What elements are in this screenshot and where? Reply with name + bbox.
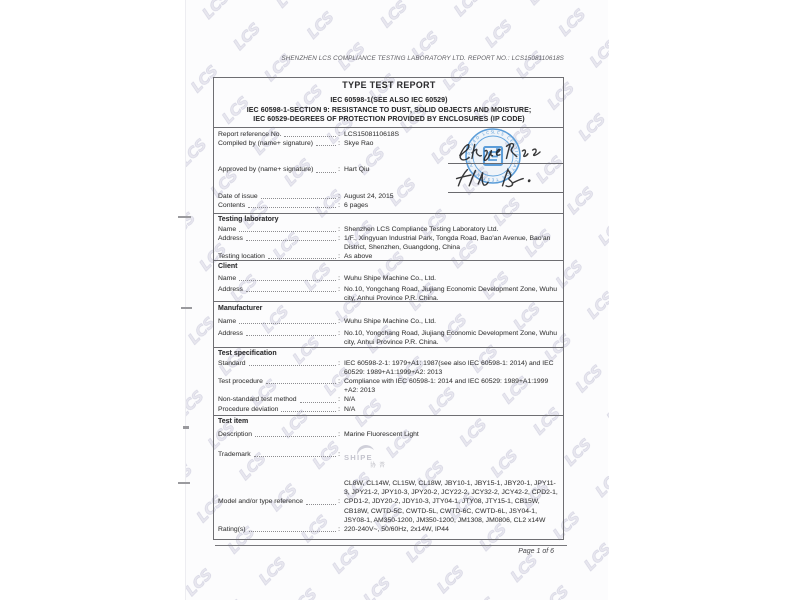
table-row: Standard : IEC 60598-2-1: 1979+A1: 1987(see also IEC 60598-1: 2014) and IEC 60529: 1989+A1:1999+A2: 2013 bbox=[218, 359, 560, 377]
table-row: Name : Wuhu Shipe Machine Co., Ltd. bbox=[218, 317, 560, 326]
testing-location: As above bbox=[344, 253, 373, 261]
test-item-section bbox=[214, 416, 563, 539]
table-row: Date of issue : August 24, 2015 bbox=[218, 192, 560, 201]
row-label: Trademark bbox=[218, 450, 251, 458]
standard-value: IEC 60598-2-1: 1979+A1: 1987(see also IEC 60598-1: 2014) and IEC 60529: 1989+A1:1999+A2: 2013 bbox=[344, 359, 554, 376]
row-label: Date of issue bbox=[218, 192, 258, 200]
compiled-by-name: Skye Rao bbox=[344, 140, 374, 148]
manufacturer-address: No.10, Yongchang Road, Jiujiang Economic Development Zone, Wuhu city, Anhui Province P.R. China. bbox=[344, 329, 557, 346]
report-reference-no: LCS1508110618S bbox=[344, 131, 400, 138]
test-specification-section bbox=[214, 348, 563, 416]
manufacturer-name: Wuhu Shipe Machine Co., Ltd. bbox=[344, 317, 437, 325]
lab-name: Shenzhen LCS Compliance Testing Laboratory Ltd. bbox=[344, 225, 499, 233]
section-header: Test specification bbox=[218, 350, 277, 357]
dot-leader bbox=[306, 504, 336, 505]
trademark-cjk-mark: 协普 bbox=[370, 462, 389, 469]
shipe-trademark-logo bbox=[344, 450, 404, 470]
scanned-document-page bbox=[185, 0, 608, 600]
procedure-deviation-value: N/A bbox=[344, 405, 356, 413]
non-standard-method-value: N/A bbox=[344, 396, 356, 404]
page-number: Page 1 of 6 bbox=[518, 548, 554, 555]
contents-pages: 6 pages bbox=[344, 201, 369, 209]
dot-leader bbox=[249, 365, 337, 366]
dot-leader bbox=[261, 198, 336, 199]
table-row: Procedure deviation : N/A bbox=[218, 405, 560, 414]
row-label: Approved by (name+ signature) bbox=[218, 166, 314, 174]
row-label: Compiled by (name+ signature) bbox=[218, 140, 314, 148]
row-label: Name bbox=[218, 225, 237, 233]
dot-leader bbox=[249, 531, 337, 532]
client-name: Wuhu Shipe Machine Co., Ltd. bbox=[344, 274, 437, 282]
row-label: Address bbox=[218, 234, 243, 242]
row-label: Name bbox=[218, 317, 237, 325]
row-label: Name bbox=[218, 274, 237, 282]
table-row: Rating(s) : 220-240V~, 50/60Hz, 2x14W, IP44 bbox=[218, 525, 560, 534]
dot-leader bbox=[316, 172, 336, 173]
dot-leader bbox=[281, 411, 336, 412]
lab-address: 1/F., Xingyuan Industrial Park, Tongda Road, Bao'an Avenue, Bao'an District, Shenzhen, Guangdong, China bbox=[344, 234, 551, 251]
section-header: Manufacturer bbox=[218, 305, 263, 312]
table-row: Name : Shenzhen LCS Compliance Testing Laboratory Ltd. bbox=[218, 225, 560, 234]
row-label: Address bbox=[218, 329, 243, 337]
approved-by-name: Hart Qiu bbox=[344, 166, 370, 174]
scan-artifact bbox=[183, 426, 189, 429]
row-label: Contents bbox=[218, 201, 246, 209]
compiled-signature bbox=[449, 137, 549, 165]
model-type-reference-value: CL8W, CL14W, CL15W, CL18W, JBY10-1, JBY15-1, JBY20-1, JPY11-3, JPY21-2, JPY10-3, JPY20-2, JCY22-2, JCY32-2, JCY42-2, CPD2-1, CPD1-2, JDY20-2, JDY10-3, JTY04-1, JTY08, JTY15-1, CB15W, CB18W, CWTD-5C, CWTD-5L, CWTD-6C, CWTD-6L, JSY04-1, JSY08-1, AM350-1200, JM350-1200, JM1308, JM0806, CL2 x14W bbox=[344, 479, 558, 524]
dot-leader bbox=[248, 207, 336, 208]
row-label: Model and/or type reference bbox=[218, 498, 304, 506]
table-row: Approved by (name+ signature) : Hart Qiu bbox=[218, 165, 560, 174]
section-header: Client bbox=[218, 263, 238, 270]
table-row: Testing location : As above bbox=[218, 252, 560, 261]
table-row: Address : No.10, Yongchang Road, Jiujiang Economic Development Zone, Wuhu city, Anhui Province P.R. China. bbox=[218, 285, 560, 302]
table-row: Report reference No. : LCS1508110618S bbox=[218, 130, 560, 139]
dot-leader bbox=[246, 335, 336, 336]
row-label: Rating(s) bbox=[218, 525, 246, 533]
scan-artifact bbox=[178, 216, 191, 218]
svg-text:LCS CERTIFICATION TESTING APPR: LCS CERTIFICATION TESTING APPROVED LCS bbox=[466, 129, 520, 183]
dot-leader bbox=[246, 291, 336, 292]
table-row: Address : 1/F., Xingyuan Industrial Park, Tongda Road, Bao'an Avenue, Bao'an District, Shenzhen, Guangdong, China bbox=[218, 234, 560, 252]
standard-line-2: IEC 60598-1-SECTION 9: RESISTANCE TO DUST, SOLID OBJECTS AND MOISTURE; bbox=[246, 106, 532, 114]
table-row: Contents : 6 pages bbox=[218, 201, 560, 210]
approved-signature bbox=[452, 166, 544, 193]
dot-leader bbox=[266, 383, 336, 384]
dot-leader bbox=[239, 280, 336, 281]
table-row: Compiled by (name+ signature) : Skye Rao bbox=[218, 139, 560, 148]
row-label: Testing location bbox=[218, 253, 265, 261]
dot-leader bbox=[284, 136, 336, 137]
dot-leader bbox=[246, 240, 336, 241]
client-section bbox=[214, 261, 563, 302]
table-row: Address : No.10, Yongchang Road, Jiujiang Economic Development Zone, Wuhu city, Anhui Province P.R. China. bbox=[218, 329, 560, 347]
trademark-value bbox=[344, 450, 560, 473]
dot-leader bbox=[316, 145, 336, 146]
title-block bbox=[214, 78, 563, 128]
report-title: TYPE TEST REPORT bbox=[342, 80, 436, 90]
manufacturer-section bbox=[214, 302, 563, 348]
dot-leader bbox=[239, 231, 336, 232]
description-value: Marine Fluorescent Light bbox=[344, 430, 419, 438]
scan-artifact bbox=[181, 307, 192, 309]
section-header: Test item bbox=[218, 418, 249, 425]
dot-leader bbox=[255, 436, 336, 437]
date-of-issue: August 24, 2015 bbox=[344, 192, 394, 200]
row-label: Standard bbox=[218, 359, 246, 367]
table-row: Test procedure : Compliance with IEC 60598-1: 2014 and IEC 60529: 1989+A1:1999 +A2: 2013 bbox=[218, 377, 560, 395]
testing-laboratory-section bbox=[214, 214, 563, 261]
dot-leader bbox=[300, 402, 337, 403]
scan-artifact bbox=[178, 482, 190, 484]
dot-leader bbox=[268, 258, 336, 259]
test-procedure-value: Compliance with IEC 60598-1: 2014 and IEC 60529: 1989+A1:1999 +A2: 2013 bbox=[344, 377, 549, 395]
section-header: Testing laboratory bbox=[218, 216, 279, 223]
table-row: Non-standard test method : N/A bbox=[218, 395, 560, 404]
row-label: Test procedure bbox=[218, 377, 263, 385]
row-label: Description bbox=[218, 430, 252, 438]
standard-line-3: IEC 60529-DEGREES OF PROTECTION PROVIDED BY ENCLOSURES (IP CODE) bbox=[253, 116, 525, 124]
table-row: Model and/or type reference : CL8W, CL14W, CL15W, CL18W, JBY10-1, JBY15-1, JBY20-1, JPY11-3, JPY21-2, JPY10-3, JPY20-2, JCY22-2, JCY32-2, JCY42-2, CPD2-1, CPD1-2, JDY20-2, JDY10-3, JTY04-1, JTY08, JTY15-1, CB15W, CB18W, CWTD-5C, CWTD-5L, CWTD-6C, CWTD-6L, JSY04-1, JSY08-1, AM350-1200, JM350-1200, JM1308, JM0806, CL2 x14W bbox=[218, 479, 560, 525]
ratings-value: 220-240V~, 50/60Hz, 2x14W, IP44 bbox=[344, 525, 449, 533]
row-label: Address bbox=[218, 285, 243, 293]
table-row: Trademark : SHIPE 协普 bbox=[218, 450, 560, 473]
standard-line-1: IEC 60598-1(SEE ALSO IEC 60529) bbox=[330, 97, 448, 105]
row-label: Procedure deviation bbox=[218, 405, 279, 413]
dot-leader bbox=[239, 323, 336, 324]
dot-leader bbox=[254, 456, 337, 457]
trademark-mark: SHIPE bbox=[344, 452, 373, 462]
row-label: Report reference No. bbox=[218, 131, 282, 138]
table-row: Description : Marine Fluorescent Light bbox=[218, 430, 560, 439]
table-row: Name : Wuhu Shipe Machine Co., Ltd. bbox=[218, 274, 560, 283]
client-address: No.10, Yongchang Road, Jiujiang Economic Development Zone, Wuhu city, Anhui Province P.R. China. bbox=[344, 285, 557, 302]
document-running-header: SHENZHEN LCS COMPLIANCE TESTING LABORATORY LTD. REPORT NO.: LCS1508110618S bbox=[281, 55, 564, 62]
footer-rule bbox=[215, 545, 567, 546]
row-label: Non-standard test method bbox=[218, 396, 297, 404]
